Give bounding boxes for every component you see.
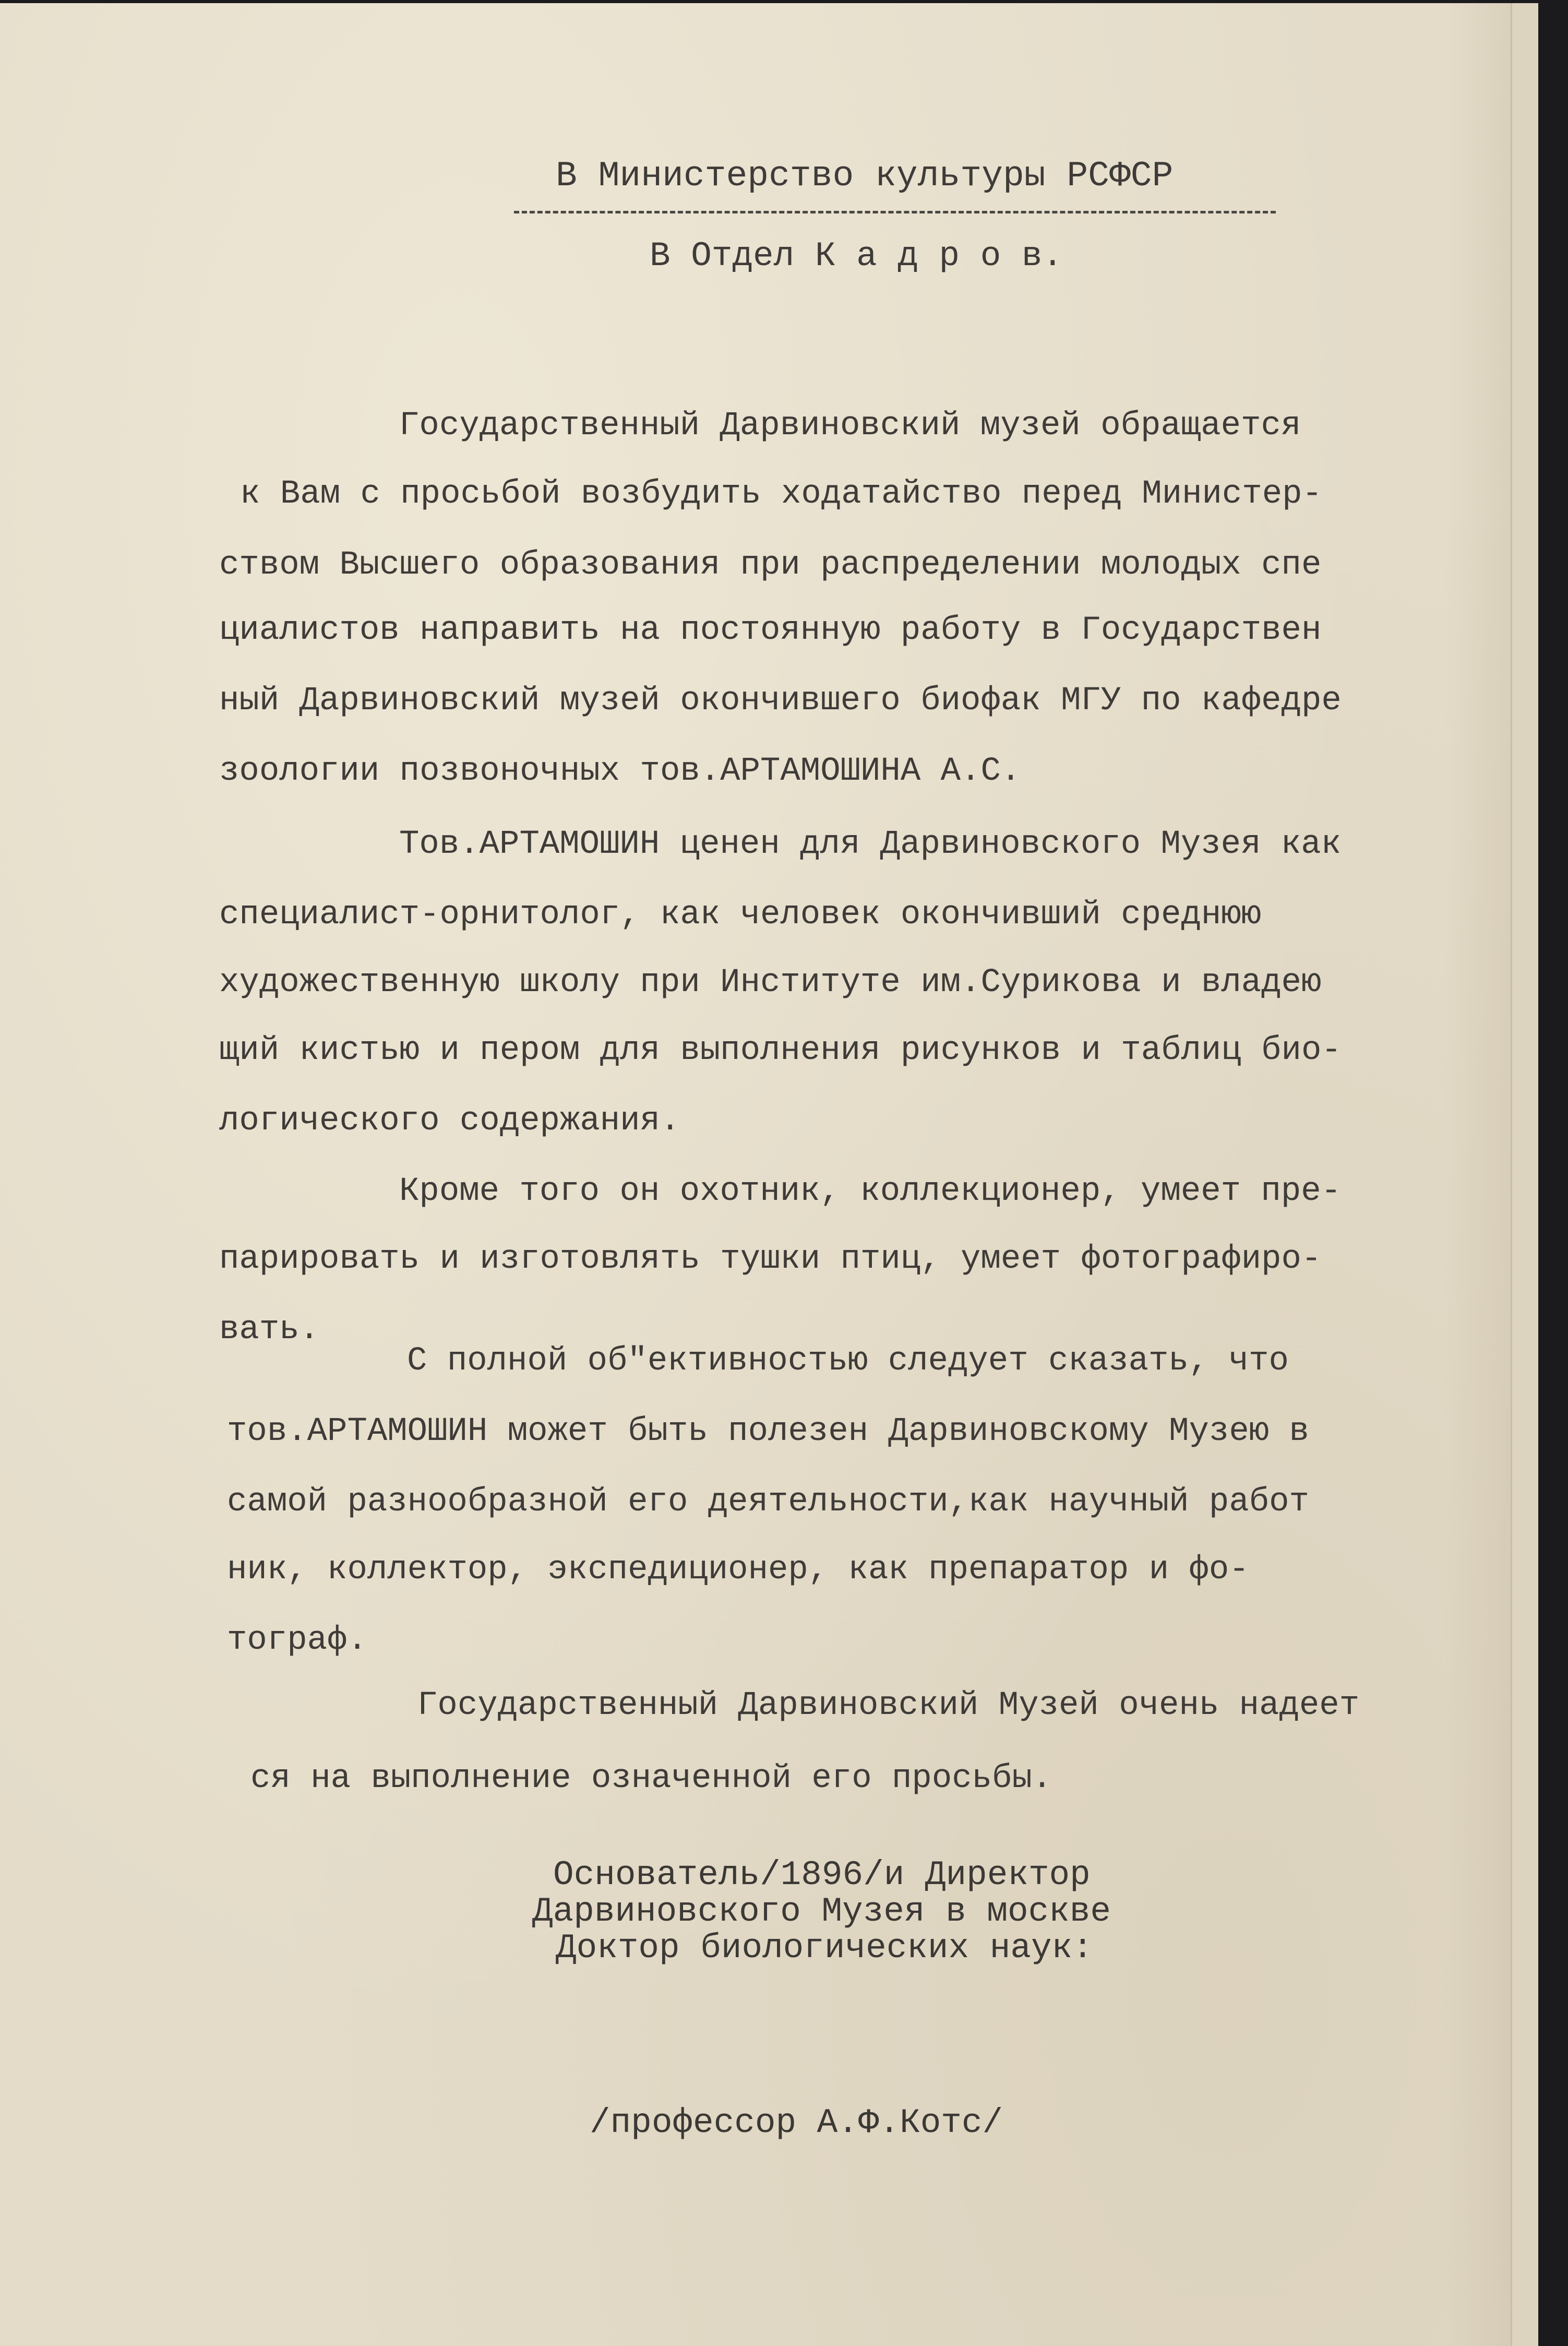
body-line: ник, коллектор, экспедиционер, как препаратор и фо- [227, 1551, 1249, 1589]
paper-sheet [0, 3, 1537, 2346]
signature-title-line-2: Дарвиновского Музея в москве [532, 1892, 1111, 1931]
signatory-name: /профессор А.Ф.Котс/ [590, 2103, 1003, 2142]
body-line: Государственный Дарвиновский музей обращается [399, 407, 1301, 445]
body-line: щий кистью и пером для выполнения рисунков и таблиц био- [219, 1032, 1342, 1069]
addressee-line: В Министерство культуры РСФСР [556, 156, 1174, 196]
signature-title-line-1: Основатель/1896/и Директор [553, 1855, 1091, 1895]
body-line: логического содержания. [219, 1102, 680, 1140]
body-line: специалист-орнитолог, как человек окончивший среднюю [219, 896, 1262, 934]
body-line: тограф. [227, 1622, 367, 1659]
department-line: В Отдел К а д р о в. [650, 236, 1063, 276]
dashed-rule [514, 211, 1276, 213]
body-line: ный Дарвиновский музей окончившего биофак МГУ по кафедре [219, 682, 1342, 720]
paper-edge [1511, 3, 1538, 2346]
signature-title-line-3: Доктор биологических наук: [556, 1928, 1093, 1968]
body-line: вать. [219, 1311, 320, 1349]
body-line: циалистов направить на постоянную работу в Государствен [219, 612, 1322, 649]
body-line: ством Высшего образования при распределении молодых спе [219, 546, 1322, 584]
body-line: тов.АРТАМОШИН может быть полезен Дарвиновскому Музею в [227, 1413, 1309, 1450]
body-line: ся на выполнение означенной его просьбы. [250, 1760, 1052, 1797]
body-line: к Вам с просьбой возбудить ходатайство перед Министер- [240, 475, 1322, 513]
body-line: самой разнообразной его деятельности,как научный работ [227, 1483, 1309, 1521]
body-line: художественную школу при Институте им.Сурикова и владею [219, 964, 1322, 1002]
body-line: Тов.АРТАМОШИН ценен для Дарвиновского Музея как [399, 826, 1342, 863]
body-line: Кроме того он охотник, коллекционер, умеет пре- [399, 1173, 1342, 1210]
body-line: Государственный Дарвиновский Музей очень надеет [417, 1687, 1360, 1724]
body-line: парировать и изготовлять тушки птиц, умеет фотографиро- [219, 1241, 1322, 1278]
body-line: зоологии позвоночных тов.АРТАМОШИНА А.С. [219, 753, 1021, 790]
body-line: С полной об"ективностью следует сказать, что [407, 1342, 1289, 1380]
